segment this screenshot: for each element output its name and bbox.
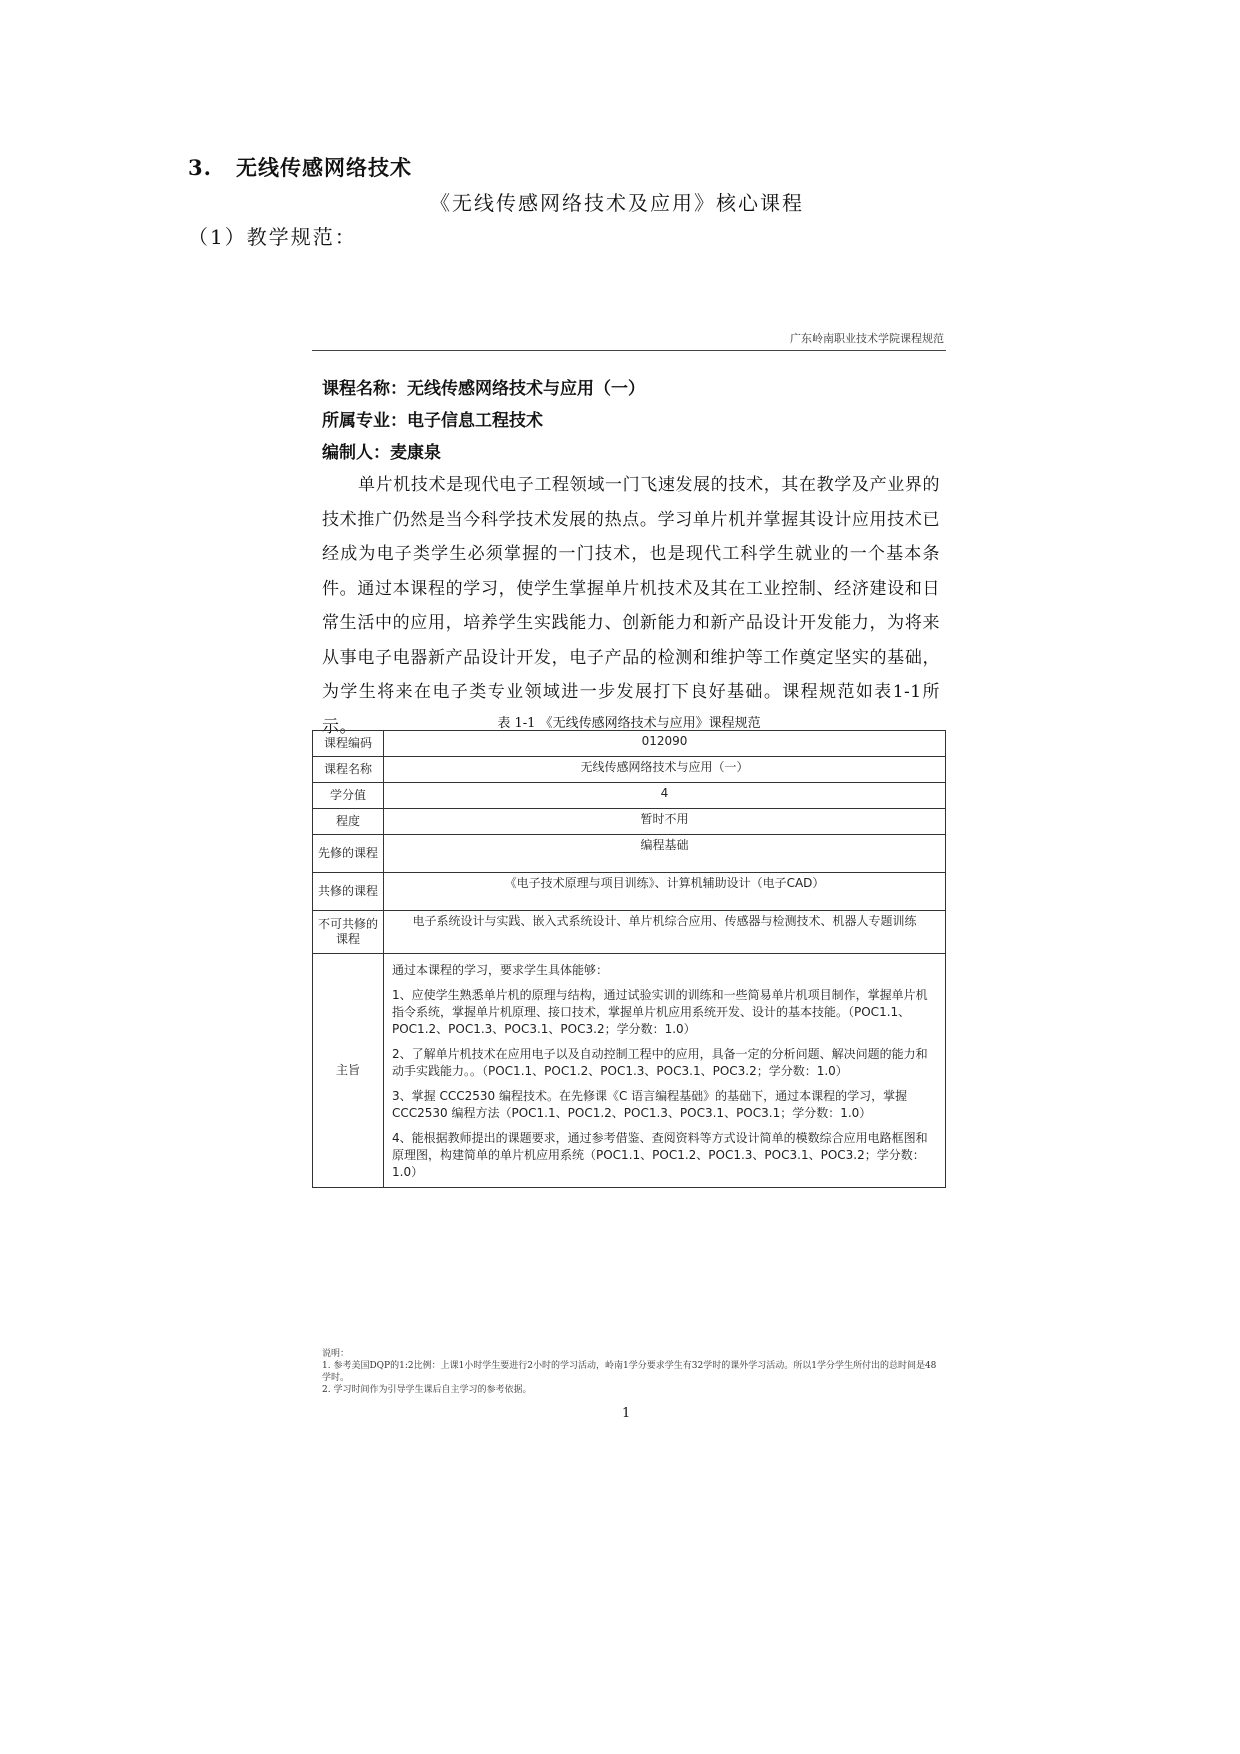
table-row	[313, 954, 946, 1188]
purpose-intro: 通过本课程的学习，要求学生具体能够：	[392, 963, 609, 977]
notes-title: 说明：	[322, 1349, 350, 1359]
course-subtitle: 《无线传感网络技术及应用》核心课程	[430, 191, 804, 215]
table-row	[313, 835, 946, 873]
document-header	[312, 326, 946, 351]
row-value: 编程基础	[384, 835, 946, 873]
row-label: 学分值	[313, 783, 384, 809]
purpose-item: 3、掌握 CCC2530 编程技术。在先修课《C 语言编程基础》的基础下，通过本课程的学习，掌握 CCC2530 编程方法（POC1.1、POC1.2、POC1.3、POC3.1、POC3.1；学分数：1.0）	[392, 1089, 908, 1120]
teaching-spec-label: （1）教学规范：	[188, 225, 357, 249]
purpose-item: 4、能根据教师提出的课题要求，通过参考借鉴、查阅资料等方式设计简单的模数综合应用电路框图和原理图，构建简单的单片机应用系统（POC1.1、POC1.2、POC1.3、POC3.1、POC3.2；学分数：1.0）	[392, 1131, 928, 1179]
note-item: 2. 学习时间作为引导学生课后自主学习的参考依据。	[322, 1385, 532, 1395]
row-value: 无线传感网络技术与应用（一）	[384, 757, 946, 783]
row-value: 电子系统设计与实践、嵌入式系统设计、单片机综合应用、传感器与检测技术、机器人专题训练	[384, 911, 946, 954]
section-heading	[188, 152, 412, 182]
note-item: 1. 参考美国DQP的1:2比例：上课1小时学生要进行2小时的学习活动，岭南1学分要求学生有32学时的课外学习活动。所以1学分学生所付出的总时间是48学时。	[322, 1361, 937, 1383]
row-label: 共修的课程	[313, 873, 384, 911]
course-description-paragraph: 单片机技术是现代电子工程领域一门飞速发展的技术，其在教学及产业界的技术推广仍然是当今科学技术发展的热点。学习单片机并掌握其设计应用技术已经成为电子类学生必须掌握的一门技术，也是现代工科学生就业的一个基本条件。通过本课程的学习，使学生掌握单片机技术及其在工业控制、经济建设和日常生活中的应用，培养学生实践能力、创新能力和新产品设计开发能力，为将来从事电子电器新产品设计开发，电子产品的检测和维护等工作奠定坚实的基础，为学生将来在电子类专业领域进一步发展打下良好基础。课程规范如表1-1所示。	[322, 475, 940, 737]
row-value: 暂时不用	[384, 809, 946, 835]
page-number: 1	[622, 1406, 631, 1421]
table-row	[313, 757, 946, 783]
purpose-item: 1、应使学生熟悉单片机的原理与结构，通过试验实训的训练和一些简易单片机项目制作，掌握单片机指令系统，掌握单片机原理、接口技术，掌握单片机应用系统开发、设计的基本技能。（POC1.1、POC1.2、POC1.3、POC3.1、POC3.2；学分数：1.0）	[392, 988, 928, 1036]
table-row	[313, 911, 946, 954]
table-row	[313, 783, 946, 809]
row-value: 《电子技术原理与项目训练》、计算机辅助设计（电子CAD）	[384, 873, 946, 911]
row-label: 程度	[313, 809, 384, 835]
row-label: 课程名称	[313, 757, 384, 783]
row-label: 主旨	[313, 954, 384, 1188]
course-name-line: 课程名称：无线传感网络技术与应用（一）	[322, 379, 645, 399]
row-value: 4	[384, 783, 946, 809]
row-label: 课程编码	[313, 731, 384, 757]
course-spec-table	[312, 730, 946, 1188]
row-label: 不可共修的课程	[313, 911, 384, 954]
row-label: 先修的课程	[313, 835, 384, 873]
author-line: 编制人：麦康泉	[322, 443, 441, 463]
table-row	[313, 731, 946, 757]
purpose-item: 2、了解单片机技术在应用电子以及自动控制工程中的应用，具备一定的分析问题、解决问题的能力和动手实践能力。。（POC1.1、POC1.2、POC1.3、POC3.1、POC3.2；学分数：1.0）	[392, 1047, 928, 1078]
row-value: 012090	[384, 731, 946, 757]
institution-header-text: 广东岭南职业技术学院课程规范	[790, 332, 944, 345]
section-number: 3.	[188, 155, 212, 180]
notes-block	[322, 1348, 942, 1396]
major-line: 所属专业：电子信息工程技术	[322, 411, 543, 431]
purpose-cell	[384, 954, 946, 1188]
section-title: 无线传感网络技术	[236, 155, 412, 180]
table-row	[313, 873, 946, 911]
table-row	[313, 809, 946, 835]
table-caption: 表 1-1 《无线传感网络技术与应用》课程规范	[497, 716, 761, 731]
